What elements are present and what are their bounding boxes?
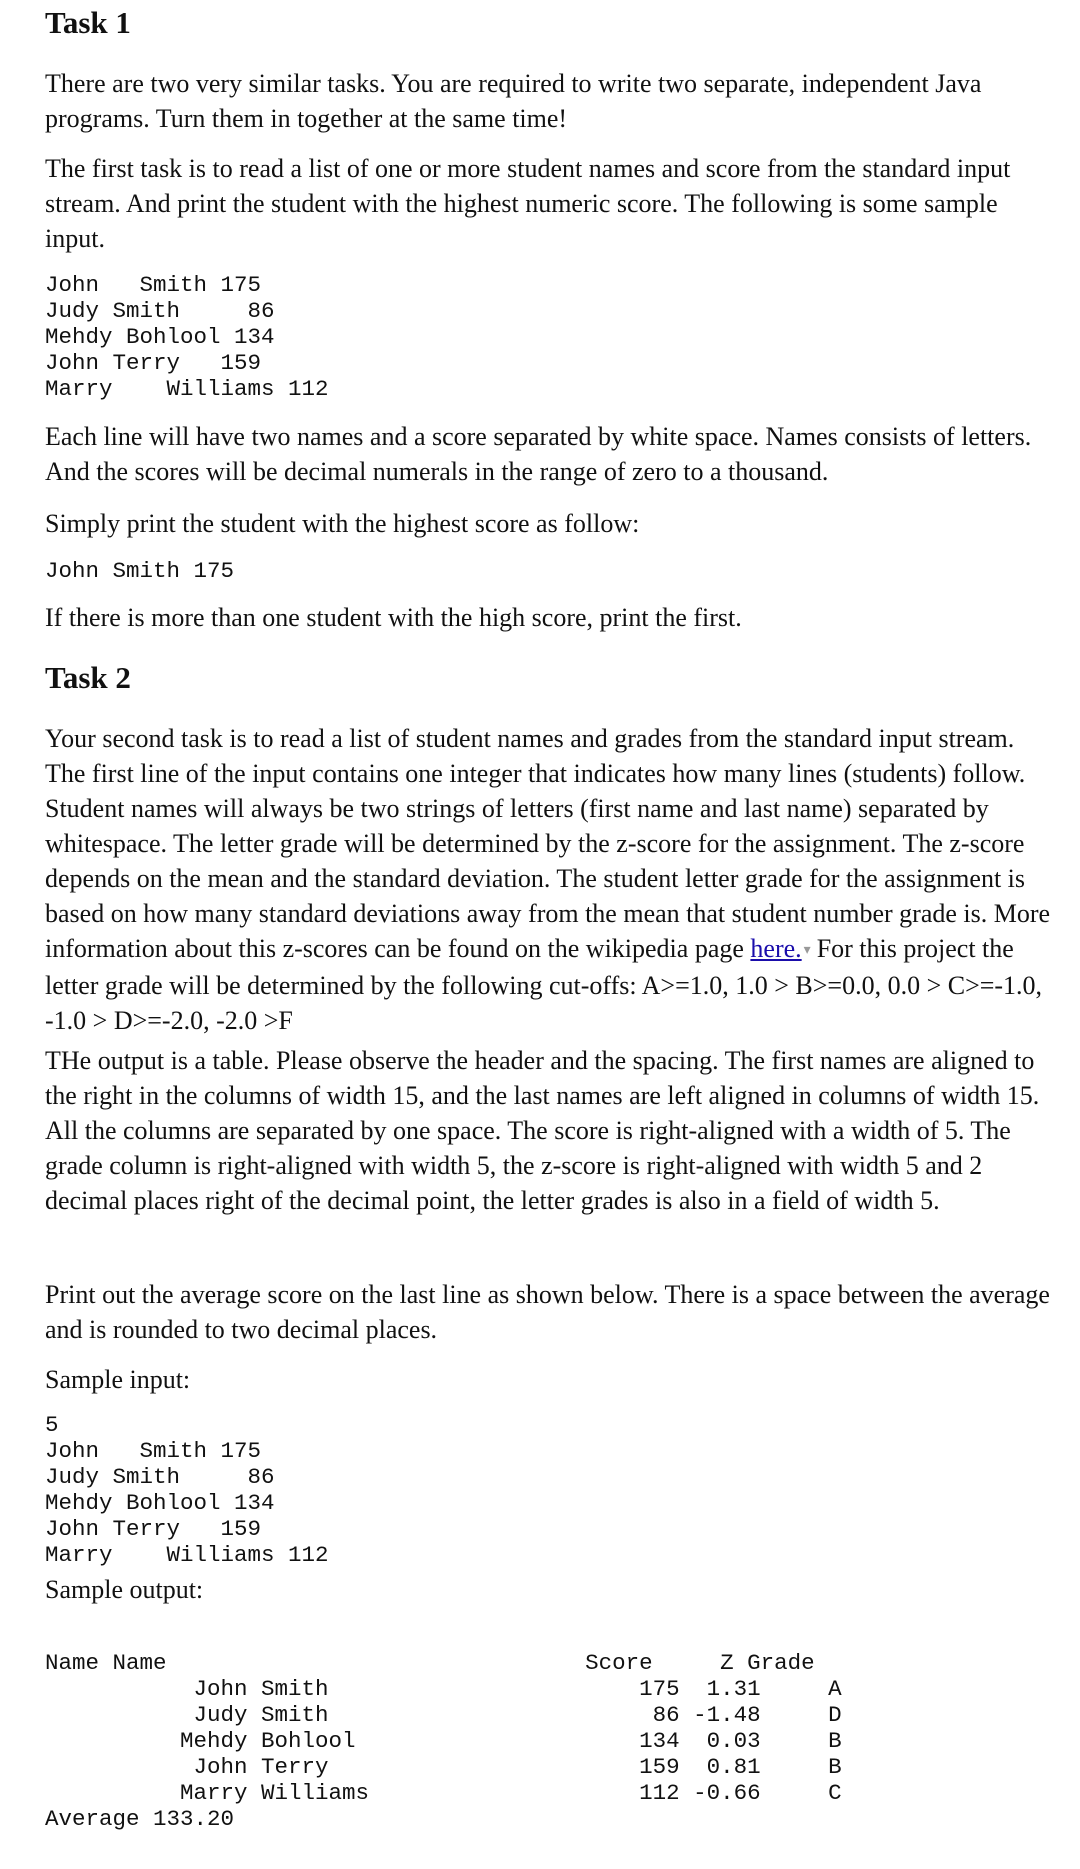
task2-heading: Task 2 <box>45 660 131 695</box>
sample-output-line: Name Name Score Z Grade <box>45 1650 815 1676</box>
task1-description-paragraph: The first task is to read a list of one or more student names and score from the standard input stream. And print the student with the highest numeric score. The following is some sample input. <box>45 154 1011 253</box>
task1-heading: Task 1 <box>45 5 131 40</box>
task2-average-paragraph: Print out the average score on the last line as shown below. There is a space between the average and is rounded to two decimal places. <box>45 1280 1050 1344</box>
sample-input-line: John Terry 159 <box>45 1516 262 1542</box>
wikipedia-link[interactable]: here. <box>750 934 802 963</box>
task2-output-format-paragraph: THe output is a table. Please observe the header and the spacing. The first names are aligned to the right in the columns of width 15, and the last names are left aligned in columns of width 15. All the columns are separated by one space. The score is right-aligned with a width of 5. The grade column is right-aligned with width 5, the z-score is right-aligned with width 5 and 2 decimal places right of the decimal point, the letter grades is also in a field of width 5. <box>45 1046 1040 1215</box>
task1-sample-output: John Smith 175 <box>45 558 235 584</box>
task2-sample-output-label: Sample output: <box>45 1575 204 1604</box>
sample-input-line: Judy Smith 86 <box>45 1464 275 1490</box>
sample-output-line: Marry Williams 112 -0.66 C <box>45 1780 842 1806</box>
sample-input-line: Marry Williams 112 <box>45 376 329 402</box>
sample-output-line: Judy Smith 86 -1.48 D <box>45 1702 842 1728</box>
sample-input-line: Judy Smith 86 <box>45 298 275 324</box>
task1-print-paragraph: Simply print the student with the highest score as follow: <box>45 509 640 538</box>
external-link-icon: ▾ <box>803 943 811 958</box>
sample-output-line: John Smith 175 1.31 A <box>45 1676 842 1702</box>
sample-input-line: Marry Williams 112 <box>45 1542 329 1568</box>
task2-sample-input <box>45 1412 329 1568</box>
sample-output-line: John Terry 159 0.81 B <box>45 1754 842 1780</box>
task1-sample-input <box>45 272 329 402</box>
sample-input-line: Mehdy Bohlool 134 <box>45 324 275 350</box>
task1-intro-paragraph: There are two very similar tasks. You are required to write two separate, independent Java programs. Turn them in together at the same time! <box>45 69 982 133</box>
sample-input-line: 5 <box>45 1412 59 1438</box>
sample-output-line: Mehdy Bohlool 134 0.03 B <box>45 1728 842 1754</box>
task1-format-paragraph: Each line will have two names and a score separated by white space. Names consists of letters. And the scores will be decimal numerals in the range of zero to a thousand. <box>45 422 1032 486</box>
task2-sample-input-label: Sample input: <box>45 1365 191 1394</box>
sample-input-line: John Smith 175 <box>45 1438 262 1464</box>
sample-input-line: John Smith 175 <box>45 272 262 298</box>
task2-description-paragraph <box>45 721 1055 1038</box>
sample-input-line: Mehdy Bohlool 134 <box>45 1490 275 1516</box>
task2-cutoffs-text: For this project the letter grade will be determined by the following cut-offs: A>=1.0, 1.0 > B>=0.0, 0.0 > C>=-1.0, -1.0 > D>=-2.0, -2.0 >F <box>45 934 1043 1035</box>
task2-description-text: Your second task is to read a list of student names and grades from the standard input stream. The first line of the input contains one integer that indicates how many lines (students) follow. Student names will always be two strings of letters (first name and last name) separated by whitespace. The letter grade will be determined by the z-score for the assignment. The z-score depends on the mean and the standard deviation. The student letter grade for the assignment is based on how many standard deviations away from the mean that student number grade is. More information about this z-scores can be found on the wikipedia page <box>45 724 1051 963</box>
sample-output-line: Average 133.20 <box>45 1806 235 1832</box>
sample-input-line: John Terry 159 <box>45 350 262 376</box>
task1-tie-paragraph: If there is more than one student with the high score, print the first. <box>45 603 742 632</box>
task2-sample-output <box>45 1650 842 1832</box>
